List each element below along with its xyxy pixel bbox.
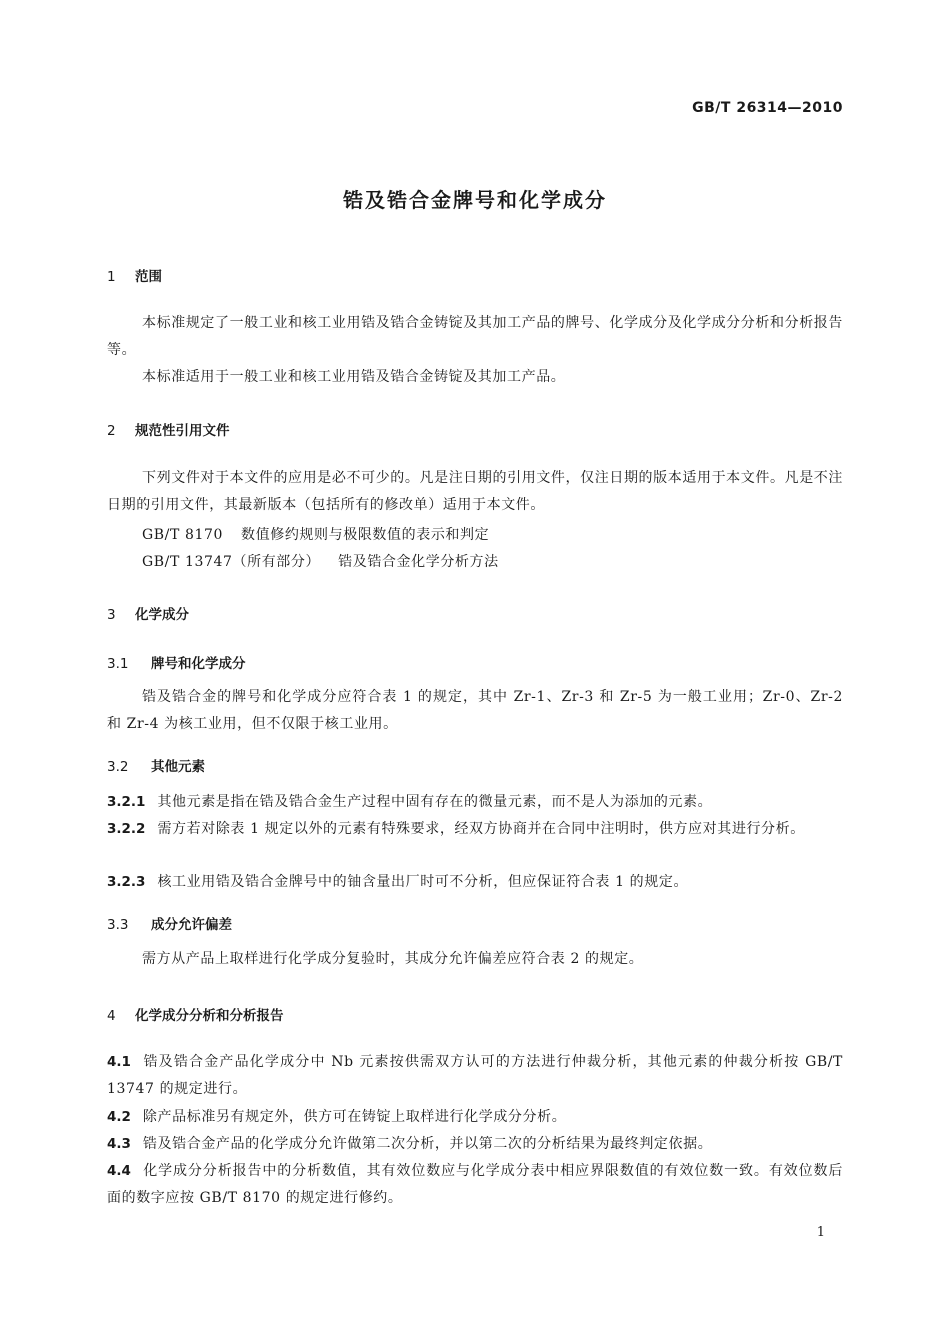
clause-3-2-1 (107, 789, 843, 816)
section-title: 化学成分 (135, 607, 189, 623)
clause-text: 其他元素是指在锆及锆合金生产过程中固有存在的微量元素，而不是人为添加的元素。 (157, 794, 713, 810)
clause-3-2-2 (107, 816, 843, 843)
subsection-number: 3.3 (107, 917, 129, 933)
clause-number: 3.2.1 (107, 794, 146, 810)
subsection-3-3-heading (107, 913, 232, 933)
subsection-3-1-heading (107, 652, 246, 672)
standard-code: GB/T 26314—2010 (692, 100, 843, 116)
clause-text: 需方若对除表 1 规定以外的元素有特殊要求，经双方协商并在合同中注明时，供方应对其进行分析。 (157, 821, 805, 837)
normative-reference (142, 551, 499, 571)
clause-number: 4.2 (107, 1109, 131, 1125)
clause-4-3 (107, 1131, 843, 1158)
clause-4-2 (107, 1104, 843, 1131)
reference-title: 数值修约规则与极限数值的表示和判定 (241, 527, 490, 543)
clause-number: 4.3 (107, 1136, 131, 1152)
document-title: 锆及锆合金牌号和化学成分 (343, 188, 607, 212)
reference-code: GB/T 13747（所有部分） (142, 554, 321, 570)
reference-title: 锆及锆合金化学分析方法 (338, 554, 499, 570)
section-3-heading (107, 603, 189, 623)
subsection-3-3-paragraph: 需方从产品上取样进行化学成分复验时，其成分允许偏差应符合表 2 的规定。 (142, 951, 644, 967)
subsection-title: 牌号和化学成分 (151, 656, 246, 672)
section-number: 3 (107, 607, 116, 623)
subsection-number: 3.2 (107, 759, 129, 775)
subsection-3-1-paragraph: 锆及锆合金的牌号和化学成分应符合表 1 的规定，其中 Zr-1、Zr-3 和 Zr-5 为一般工业用；Zr-0、Zr-2 和 Zr-4 为核工业用，但不仅限于核工业用。 (107, 689, 843, 732)
section-1-paragraph-1: 本标准规定了一般工业和核工业用锆及锆合金铸锭及其加工产品的牌号、化学成分及化学成分分析和分析报告等。 (107, 315, 843, 358)
normative-reference (142, 524, 489, 544)
clause-text: 除产品标准另有规定外，供方可在铸锭上取样进行化学成分分析。 (142, 1109, 567, 1125)
section-number: 2 (107, 423, 116, 439)
clause-text: 锆及锆合金产品化学成分中 Nb 元素按供需双方认可的方法进行仲裁分析，其他元素的仲裁分析按 GB/T 13747 的规定进行。 (107, 1054, 843, 1097)
section-number: 4 (107, 1008, 116, 1024)
clause-4-4 (107, 1158, 843, 1212)
reference-code: GB/T 8170 (142, 527, 224, 543)
subsection-title: 成分允许偏差 (151, 917, 232, 933)
section-4-heading (107, 1004, 284, 1024)
section-title: 范围 (135, 269, 162, 285)
clause-number: 4.4 (107, 1163, 131, 1179)
clause-text: 核工业用锆及锆合金牌号中的铀含量出厂时可不分析，但应保证符合表 1 的规定。 (157, 874, 689, 890)
clause-4-1 (107, 1049, 843, 1103)
page-number: 1 (816, 1225, 825, 1240)
section-title: 规范性引用文件 (135, 423, 230, 439)
section-2-paragraph-1: 下列文件对于本文件的应用是必不可少的。凡是注日期的引用文件，仅注日期的版本适用于本文件。凡是不注日期的引用文件，其最新版本（包括所有的修改单）适用于本文件。 (107, 470, 843, 513)
section-title: 化学成分分析和分析报告 (135, 1008, 284, 1024)
section-2-heading (107, 419, 230, 439)
clause-number: 3.2.3 (107, 874, 146, 890)
clause-3-2-3 (107, 869, 843, 896)
section-number: 1 (107, 269, 116, 285)
clause-text: 化学成分分析报告中的分析数值，其有效位数应与化学成分表中相应界限数值的有效位数一致。有效位数后面的数字应按 GB/T 8170 的规定进行修约。 (107, 1163, 843, 1206)
clause-number: 4.1 (107, 1054, 131, 1070)
subsection-number: 3.1 (107, 656, 129, 672)
clause-text: 锆及锆合金产品的化学成分允许做第二次分析，并以第二次的分析结果为最终判定依据。 (142, 1136, 713, 1152)
section-1-heading (107, 265, 162, 285)
section-1-paragraph-2: 本标准适用于一般工业和核工业用锆及锆合金铸锭及其加工产品。 (142, 369, 566, 385)
clause-number: 3.2.2 (107, 821, 146, 837)
subsection-3-2-heading (107, 755, 205, 775)
subsection-title: 其他元素 (151, 759, 205, 775)
